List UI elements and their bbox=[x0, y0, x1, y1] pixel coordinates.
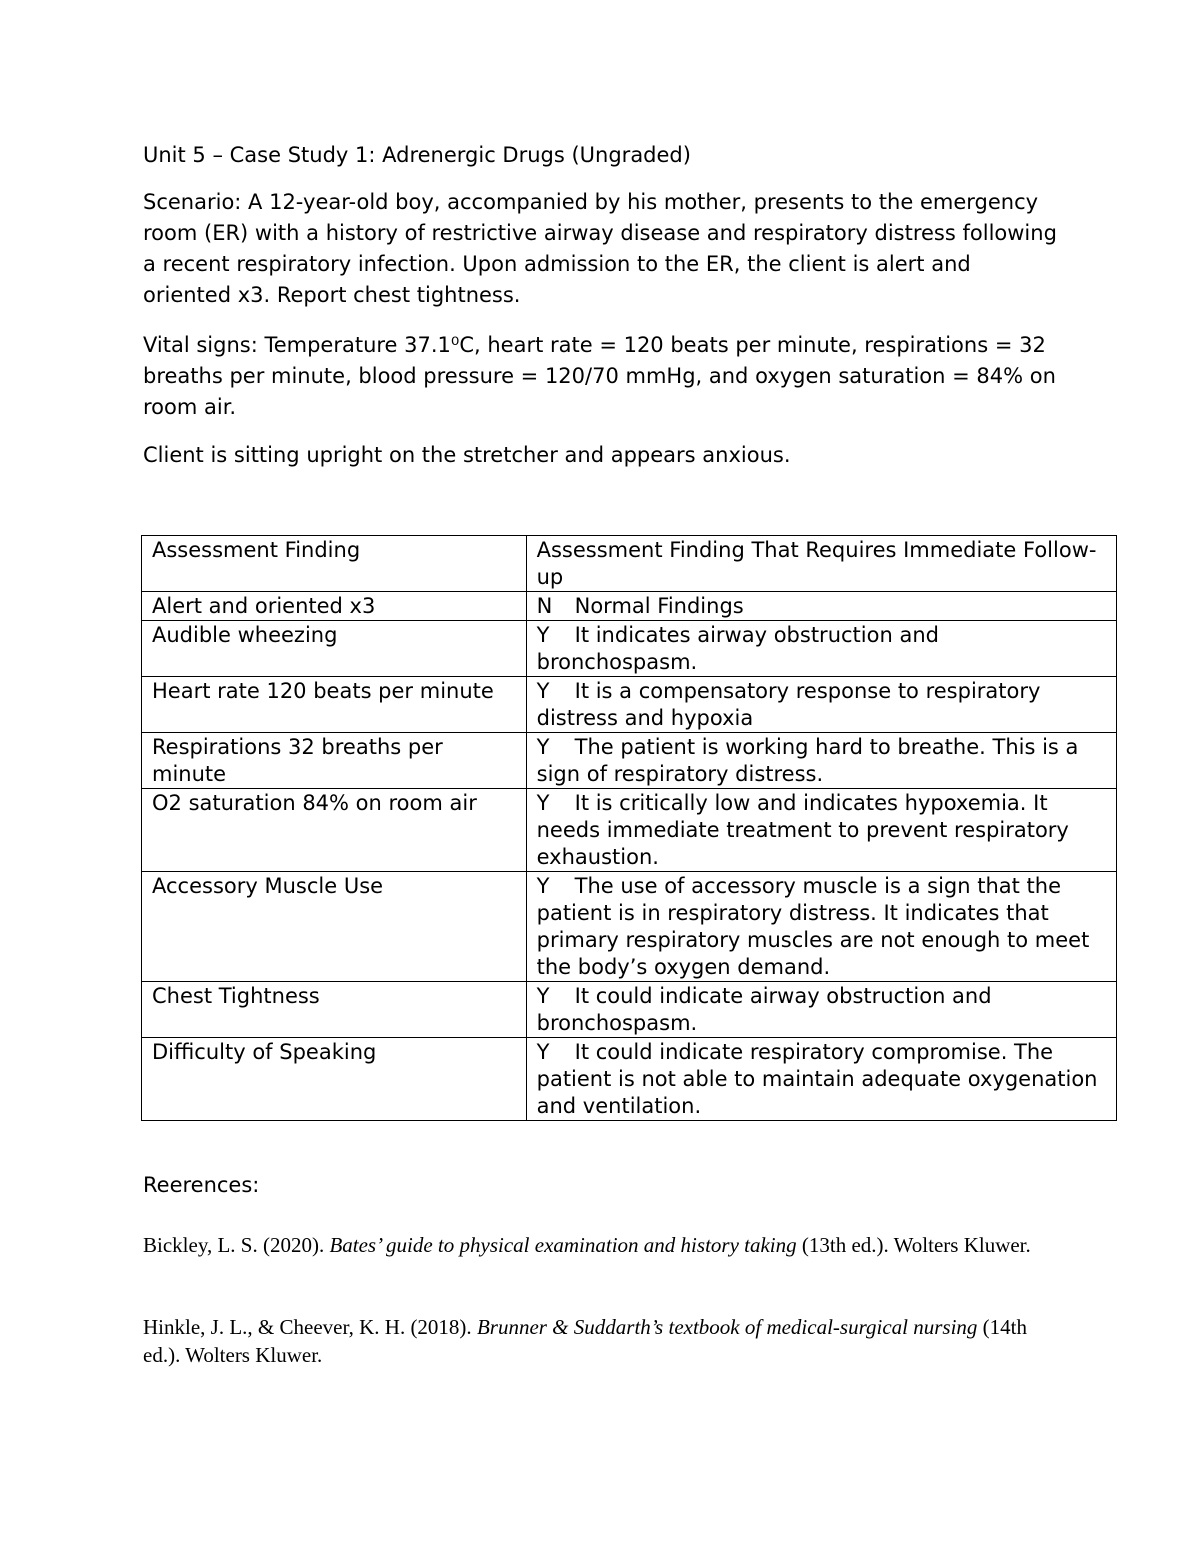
finding-cell: Heart rate 120 beats per minute bbox=[142, 677, 527, 733]
follow-up-flag: Y bbox=[536, 679, 550, 703]
table-row bbox=[142, 872, 1117, 982]
follow-up-note: Normal Findings bbox=[574, 594, 744, 618]
reference-title: Brunner & Suddarth’s textbook of medical-surgical nursing bbox=[476, 1315, 978, 1339]
follow-up-note: The patient is working hard to breathe. This is a sign of respiratory distress. bbox=[536, 735, 1079, 786]
table-row bbox=[142, 621, 1117, 677]
follow-up-cell bbox=[526, 733, 1116, 789]
follow-up-cell bbox=[526, 677, 1116, 733]
finding-cell: O2 saturation 84% on room air bbox=[142, 789, 527, 872]
follow-up-flag: Y bbox=[536, 874, 550, 898]
table-row bbox=[142, 1038, 1117, 1121]
header-assessment-finding: Assessment Finding bbox=[142, 536, 527, 592]
follow-up-flag: Y bbox=[536, 984, 550, 1008]
follow-up-flag: N bbox=[536, 594, 553, 618]
follow-up-cell bbox=[526, 982, 1116, 1038]
follow-up-note: The use of accessory muscle is a sign that the patient is in respiratory distress. It indicates that primary respiratory muscles are not enough to meet the body’s oxygen demand. bbox=[536, 874, 1090, 979]
reference-authors: Bickley, L. S. (2020). bbox=[143, 1233, 325, 1257]
follow-up-note: It could indicate airway obstruction and bronchospasm. bbox=[536, 984, 992, 1035]
table-row bbox=[142, 733, 1117, 789]
document-title: Unit 5 – Case Study 1: Adrenergic Drugs (Ungraded) bbox=[143, 143, 691, 167]
finding-cell: Chest Tightness bbox=[142, 982, 527, 1038]
follow-up-cell bbox=[526, 592, 1116, 621]
reference-item bbox=[143, 1313, 1043, 1369]
table-row bbox=[142, 789, 1117, 872]
table-row bbox=[142, 677, 1117, 733]
follow-up-cell bbox=[526, 621, 1116, 677]
finding-cell: Accessory Muscle Use bbox=[142, 872, 527, 982]
observation-paragraph: Client is sitting upright on the stretcher and appears anxious. bbox=[143, 443, 791, 467]
table-row bbox=[142, 592, 1117, 621]
vital-signs-paragraph: Vital signs: Temperature 37.1⁰C, heart rate = 120 beats per minute, respirations = 32 breaths per minute, blood pressure = 120/70 mmHg, and oxygen saturation = 84% on room air. bbox=[143, 333, 1056, 419]
follow-up-cell bbox=[526, 1038, 1116, 1121]
reference-item bbox=[143, 1231, 1043, 1259]
table-header-row bbox=[142, 536, 1117, 592]
follow-up-flag: Y bbox=[536, 735, 550, 759]
header-immediate-follow-up: Assessment Finding That Requires Immediate Follow-up bbox=[526, 536, 1116, 592]
follow-up-cell bbox=[526, 872, 1116, 982]
follow-up-flag: Y bbox=[536, 791, 550, 815]
follow-up-cell bbox=[526, 789, 1116, 872]
reference-title: Bates’ guide to physical examination and history taking bbox=[329, 1233, 797, 1257]
follow-up-flag: Y bbox=[536, 1040, 550, 1064]
scenario-paragraph: Scenario: A 12-year-old boy, accompanied by his mother, presents to the emergency room (ER) with a history of restrictive airway disease and respiratory distress following a recent respiratory infection. Upon admission to the ER, the client is alert and oriented x3. Report chest tightness. bbox=[143, 190, 1057, 307]
follow-up-note: It is critically low and indicates hypoxemia. It needs immediate treatment to prevent respiratory exhaustion. bbox=[536, 791, 1069, 869]
finding-cell: Respirations 32 breaths per minute bbox=[142, 733, 527, 789]
follow-up-note: It could indicate respiratory compromise. The patient is not able to maintain adequate oxygenation and ventilation. bbox=[536, 1040, 1098, 1118]
references-heading: Reerences: bbox=[143, 1173, 260, 1197]
follow-up-note: It is a compensatory response to respiratory distress and hypoxia bbox=[536, 679, 1041, 730]
reference-publication: (14th ed.). Wolters Kluwer. bbox=[143, 1315, 1027, 1367]
follow-up-note: It indicates airway obstruction and bronchospasm. bbox=[536, 623, 939, 674]
assessment-table bbox=[141, 535, 1117, 1121]
reference-publication: (13th ed.). Wolters Kluwer. bbox=[801, 1233, 1031, 1257]
table-row bbox=[142, 982, 1117, 1038]
follow-up-flag: Y bbox=[536, 623, 550, 647]
finding-cell: Difficulty of Speaking bbox=[142, 1038, 527, 1121]
finding-cell: Audible wheezing bbox=[142, 621, 527, 677]
finding-cell: Alert and oriented x3 bbox=[142, 592, 527, 621]
reference-authors: Hinkle, J. L., & Cheever, K. H. (2018). bbox=[143, 1315, 472, 1339]
